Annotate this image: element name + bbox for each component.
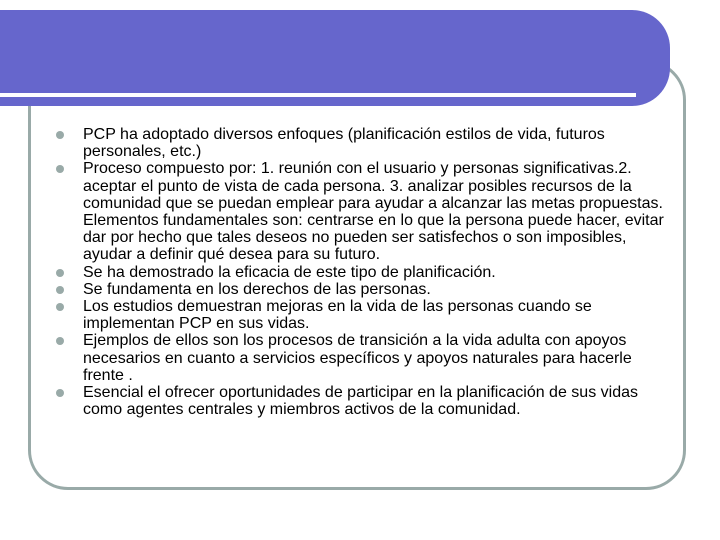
title-rule — [0, 93, 636, 97]
bullet-item — [56, 281, 666, 298]
bullet-text: Esencial el ofrecer oportunidades de participar en la planificación de sus vidas como agentes centrales y miembros activos de la comunidad. — [83, 384, 638, 419]
bullet-item — [56, 298, 666, 332]
bullet-item — [56, 332, 666, 384]
bullet-item — [56, 126, 666, 160]
bullet-text: Los estudios demuestran mejoras en la vida de las personas cuando se implementan PCP en sus vidas. — [83, 298, 592, 333]
bullet-item — [56, 264, 666, 281]
title-band — [0, 10, 670, 106]
bullet-item — [56, 384, 666, 418]
bullet-text: Se ha demostrado la eficacia de este tipo de planificación. — [83, 263, 496, 281]
bullet-text: Se fundamenta en los derechos de las personas. — [83, 280, 431, 298]
bullet-text: PCP ha adoptado diversos enfoques (planificación estilos de vida, futuros personales, etc.) — [83, 126, 605, 161]
bullet-dot-icon — [56, 303, 64, 311]
bullet-dot-icon — [56, 286, 64, 294]
bullet-text: Proceso compuesto por: 1. reunión con el usuario y personas significativas.2. aceptar el punto de vista de cada persona. 3. analizar posibles recursos de la comunidad que se puedan emplear para ayudar a alcanzar las metas propuestas. Elementos fundamentales son: centrarse en lo que la persona puede hacer, evitar dar por hecho que tales deseos no pueden ser satisfechos o son imposibles, ayudar a definir qué desea para su futuro. — [83, 160, 664, 264]
bullet-dot-icon — [56, 269, 64, 277]
bullet-dot-icon — [56, 337, 64, 345]
bullet-list — [56, 126, 666, 418]
bullet-item — [56, 160, 666, 263]
bullet-text: Ejemplos de ellos son los procesos de transición a la vida adulta con apoyos necesarios en cuanto a servicios específicos y apoyos naturales para hacerle frente . — [83, 332, 632, 384]
bullet-dot-icon — [56, 389, 64, 397]
bullet-dot-icon — [56, 165, 64, 173]
bullet-dot-icon — [56, 131, 64, 139]
